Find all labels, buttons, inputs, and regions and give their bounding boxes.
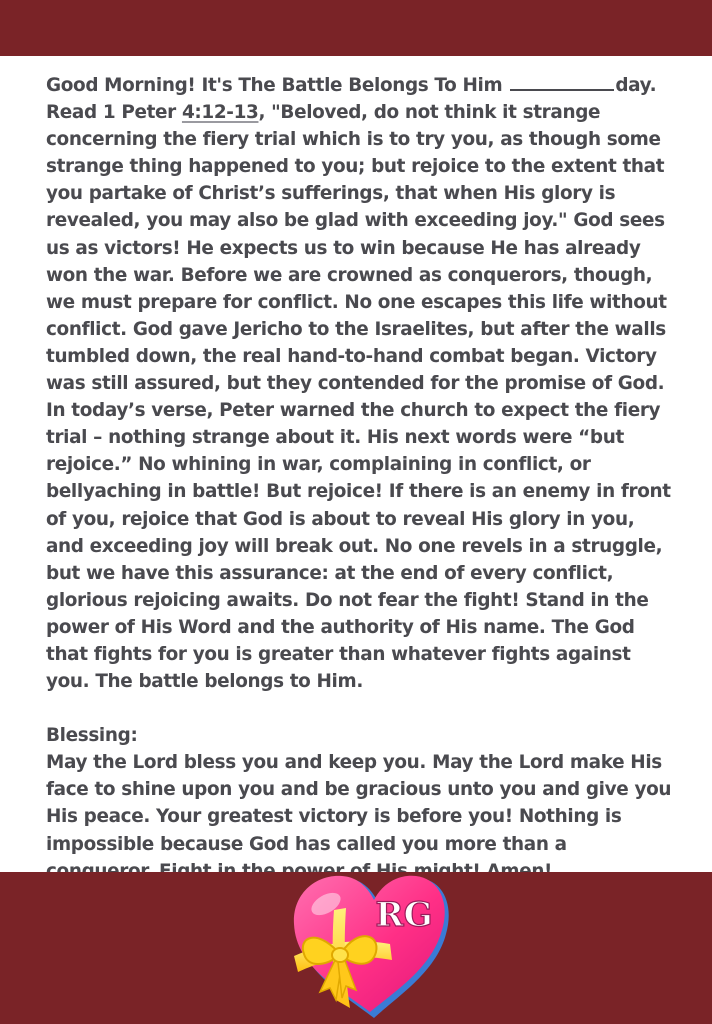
devotional-paragraph bbox=[46, 71, 672, 695]
verse-reference-link[interactable]: 4:12-13 bbox=[181, 102, 259, 124]
greeting-text: Good Morning! It's The Battle Belongs To Him bbox=[46, 75, 503, 96]
top-banner bbox=[0, 0, 712, 56]
blessing-text: May the Lord bless you and keep you. May the Lord make His face to shine upon you and be gracious unto you and give you His peace. Your greatest victory is before you! Nothing is impossible because God has called you more than a bbox=[46, 752, 672, 855]
read-prefix: Read 1 Peter bbox=[46, 102, 182, 124]
heart-with-ribbon-icon bbox=[286, 868, 454, 1024]
fill-in-blank bbox=[510, 71, 614, 91]
greeting-suffix: day. bbox=[615, 75, 657, 96]
blessing-heading: Blessing: bbox=[46, 725, 138, 747]
monogram-text: RG bbox=[375, 895, 433, 935]
devotional-text bbox=[46, 71, 672, 885]
devotional-body: , "Beloved, do not think it strange concerning the fiery trial which is to try you, as though some strange thing happened to you; but rejoice to the extent that you partake of Christ’s sufferings, that when His glory is revealed, you may also be glad with exceeding joy." God sees us as victors! He expects us to win because He has already won the war. Before we are crowned as conquerors, though, we must prepare for conflict. No one escapes this life without conflict. God gave Jericho to the Israelites, but after the walls tumbled down, the real hand-to-hand combat began. Victory was still assured, but they contended for the promise of God. In today’s verse, Peter warned the church to expect the fiery trial – nothing strange about it. His next words were “but rejoice.” No whining in war, complaining in conflict, or bellyaching in battle! But rejoice! If there is an enemy in front of you, rejoice that God is about to reveal His glory in you, and exceeding joy will break out. No one revels in a struggle, but we have this assurance: at the end of every conflict, glorious rejoicing awaits. Do not fear the fight! Stand in the power of His Word and the authority of His name. The God that fights for you is greater than whatever fights against you. The battle belongs to Him. bbox=[46, 102, 671, 693]
